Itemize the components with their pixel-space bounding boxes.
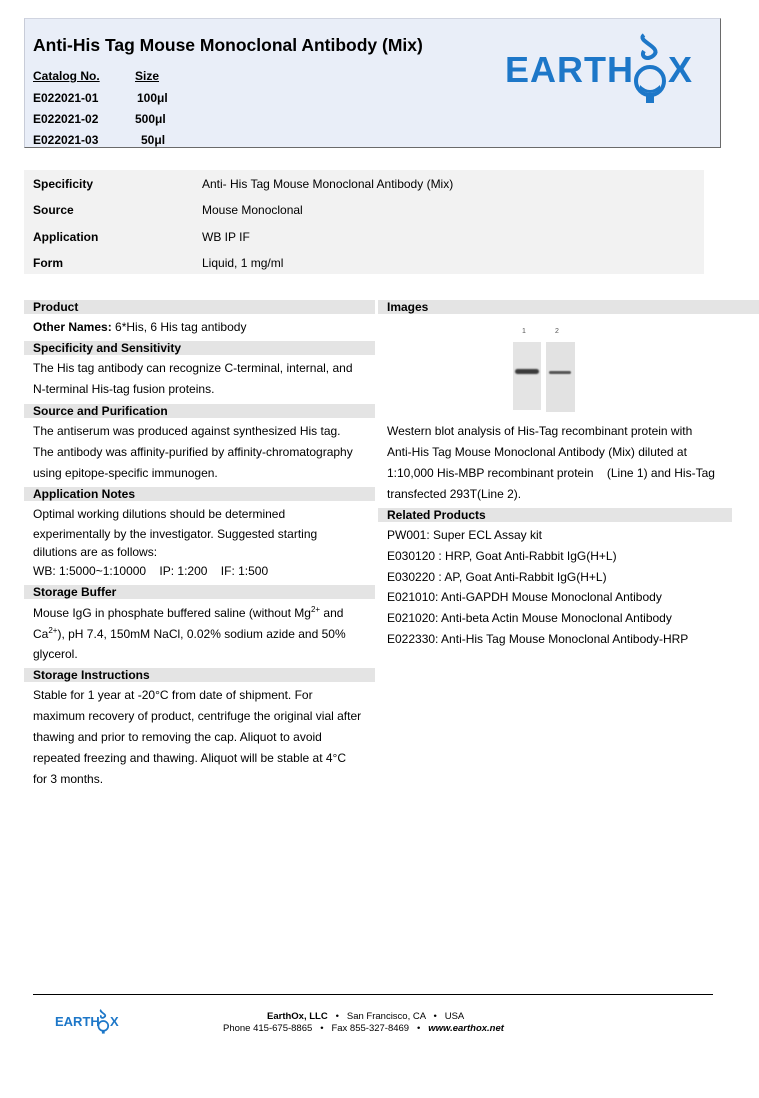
lane-label: 2 (555, 328, 559, 335)
related-product: E030220 : AP, Goat Anti-Rabbit IgG(H+L) (387, 570, 607, 584)
section-header-specificity: Specificity and Sensitivity (24, 341, 375, 355)
blot-band (549, 371, 571, 374)
buffer-text-line (33, 603, 343, 624)
source-text-line: using epitope-specific immunogen. (33, 466, 218, 480)
buffer-text-line (33, 624, 346, 645)
spec-value: WB IP IF (202, 230, 250, 244)
footer-country: USA (444, 1011, 465, 1022)
earthox-logo (505, 29, 705, 109)
section-header-related-products: Related Products (378, 508, 732, 522)
related-product: PW001: Super ECL Assay kit (387, 528, 542, 542)
spec-row (24, 223, 704, 249)
catalog-size: 100μl (137, 91, 168, 105)
buffer-text: and (320, 606, 344, 620)
footer-phone: Phone 415-675-8865 (223, 1023, 313, 1034)
spec-table (24, 170, 704, 274)
catalog-size: 50μl (141, 133, 166, 147)
spec-value: Mouse Monoclonal (202, 203, 303, 217)
flask-icon (97, 1008, 111, 1034)
catalog-number: E022021-02 (33, 112, 99, 126)
footer-address (267, 1011, 464, 1022)
related-product: E022330: Anti-His Tag Mouse Monoclonal Antibody-HRP (387, 632, 689, 646)
spec-label: Application (33, 230, 99, 244)
app-text-line: Optimal working dilutions should be determined (33, 507, 286, 521)
section-header-product: Product (24, 300, 375, 314)
product-header-box (24, 18, 721, 148)
logo-x: X (668, 49, 694, 90)
spec-row (24, 196, 704, 222)
footer-company: EarthOx, LLC (267, 1011, 328, 1022)
blot-lane (546, 342, 575, 412)
section-header-application: Application Notes (24, 487, 375, 501)
footer-divider (33, 994, 713, 995)
storage-text-line: repeated freezing and thawing. Aliquot will be stable at 4°C (33, 751, 346, 765)
spec-value: Anti- His Tag Mouse Monoclonal Antibody (Mix) (202, 177, 454, 191)
footer-logo (55, 1008, 125, 1034)
source-text-line: The antiserum was produced against synthesized His tag. (33, 424, 341, 438)
app-text-line: WB: 1:5000~1:10000 IP: 1:200 IF: 1:500 (33, 564, 269, 578)
image-caption-line: Western blot analysis of His-Tag recombinant protein with (387, 424, 693, 438)
catalog-number: E022021-01 (33, 91, 99, 105)
footer-city: San Francisco, CA (346, 1011, 426, 1022)
spec-label: Form (33, 256, 63, 270)
spec-value: Liquid, 1 mg/ml (202, 256, 284, 270)
other-names-label: Other Names: (33, 320, 112, 334)
footer-bullet: • (335, 1011, 339, 1022)
catalog-size: 500μl (135, 112, 166, 126)
footer-fax: Fax 855-327-8469 (331, 1023, 410, 1034)
spec-label: Source (33, 203, 74, 217)
footer-contact (223, 1023, 504, 1034)
footer-bullet: • (433, 1011, 437, 1022)
footer-bullet: • (320, 1023, 324, 1034)
lane-label: 1 (522, 328, 526, 335)
western-blot-image (512, 328, 578, 412)
storage-text-line: for 3 months. (33, 772, 104, 786)
spec-text-line: N-terminal His-tag fusion proteins. (33, 382, 215, 396)
related-product: E021020: Anti-beta Actin Mouse Monoclonal Antibody (387, 611, 672, 625)
footer-bullet: • (417, 1023, 421, 1034)
spec-label: Specificity (33, 177, 94, 191)
logo-wordmark: EARTH (55, 1014, 100, 1029)
section-header-storage-instructions: Storage Instructions (24, 668, 375, 682)
other-names-value: 6*His, 6 His tag antibody (111, 320, 247, 334)
image-caption-line: Anti-His Tag Mouse Monoclonal Antibody (Mix) diluted at (387, 445, 687, 459)
storage-text-line: thawing and prior to removing the cap. Aliquot to avoid (33, 730, 322, 744)
blot-lane (513, 342, 541, 410)
source-text-line: The antibody was affinity-purified by affinity-chromatography (33, 445, 353, 459)
product-title: Anti-His Tag Mouse Monoclonal Antibody (Mix) (33, 35, 423, 55)
flask-icon (632, 31, 672, 103)
buffer-text: ), pH 7.4, 150mM NaCl, 0.02% sodium azide and 50% (57, 627, 346, 641)
image-caption-line: transfected 293T(Line 2). (387, 487, 522, 501)
image-caption-line: 1:10,000 His-MBP recombinant protein (Line 1) and His-Tag (387, 466, 715, 480)
section-header-images: Images (378, 300, 759, 314)
catalog-number: E022021-03 (33, 133, 99, 147)
buffer-text: Mouse IgG in phosphate buffered saline (without Mg (33, 606, 311, 620)
section-header-source: Source and Purification (24, 404, 375, 418)
logo-x: X (110, 1014, 119, 1029)
buffer-text-line: glycerol. (33, 647, 78, 661)
size-header: Size (135, 69, 160, 83)
related-product: E030120 : HRP, Goat Anti-Rabbit IgG(H+L) (387, 549, 617, 563)
related-product: E021010: Anti-GAPDH Mouse Monoclonal Antibody (387, 590, 662, 604)
catalog-no-header: Catalog No. (33, 69, 100, 83)
app-text-line: dilutions are as follows: (33, 545, 158, 559)
logo-wordmark: EARTH (505, 49, 634, 90)
superscript: 2+ (310, 605, 321, 614)
superscript: 2+ (48, 626, 58, 635)
spec-text-line: The His tag antibody can recognize C-terminal, internal, and (33, 361, 353, 375)
blot-band (515, 369, 539, 374)
storage-text-line: maximum recovery of product, centrifuge the original vial after (33, 709, 362, 723)
app-text-line: experimentally by the investigator. Suggested starting (33, 527, 318, 541)
other-names (33, 317, 246, 338)
spec-row (24, 170, 704, 196)
spec-row (24, 249, 704, 275)
buffer-text: Ca (33, 627, 49, 641)
storage-text-line: Stable for 1 year at -20°C from date of shipment. For (33, 688, 313, 702)
section-header-storage-buffer: Storage Buffer (24, 585, 375, 599)
footer-website-link[interactable]: www.earthox.net (428, 1023, 504, 1034)
